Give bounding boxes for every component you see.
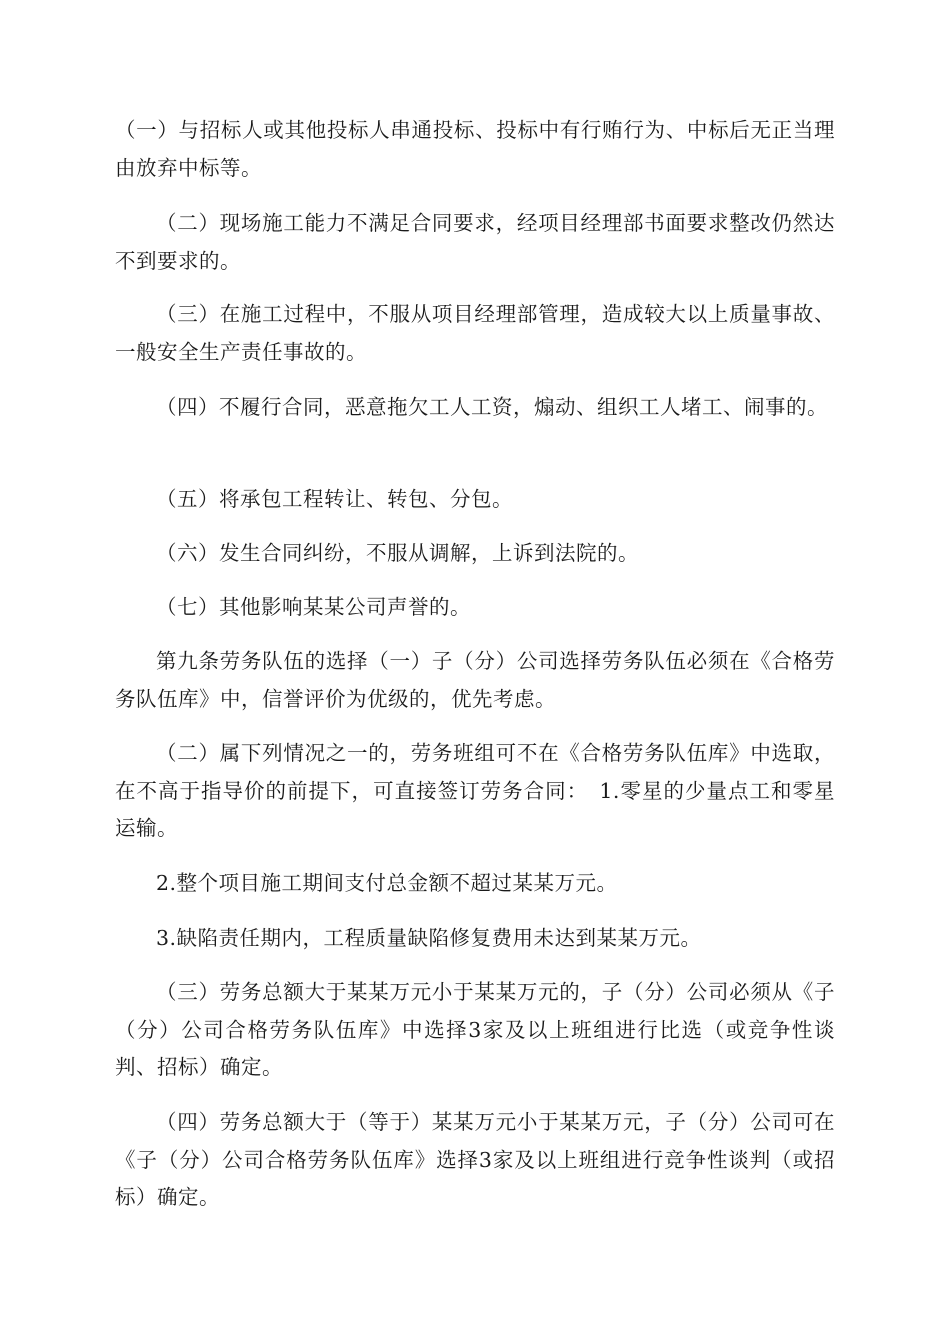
paragraph-clause-3: （三）在施工过程中，不服从项目经理部管理，造成较大以上质量事故、一般安全生产责任事故的。 [115,302,835,364]
paragraph-clause-6: （六）发生合同纠纷，不服从调解，上诉到法院的。 [156,541,639,565]
paragraph-clause-5: （五）将承包工程转让、转包、分包。 [156,487,513,511]
paragraph-article-9: 第九条劳务队伍的选择（一）子（分）公司选择劳务队伍必须在《合格劳务队伍库》中，信誉评价为优级的，优先考虑。 [115,649,835,711]
paragraph-subitem-2: 2.整个项目施工期间支付总金额不超过某某万元。 [156,871,618,895]
paragraph-clause-4: （四）不履行合同，恶意拖欠工人工资，煽动、组织工人堵工、闹事的。 [156,395,828,419]
paragraph-clause-2: （二）现场施工能力不满足合同要求，经项目经理部书面要求整改仍然达不到要求的。 [115,211,835,273]
paragraph-clause-7: （七）其他影响某某公司声誉的。 [156,595,471,619]
paragraph-subitem-3: 3.缺陷责任期内，工程质量缺陷修复费用未达到某某万元。 [156,926,702,950]
paragraph-article-9-item-4: （四）劳务总额大于（等于）某某万元小于某某万元，子（分）公司可在《子（分）公司合格劳务队伍库》选择3家及以上班组进行竞争性谈判（或招标）确定。 [115,1110,835,1209]
paragraph-article-9-item-3: （三）劳务总额大于某某万元小于某某万元的，子（分）公司必须从《子（分）公司合格劳务队伍库》中选择3家及以上班组进行比选（或竞争性谈判、招标）确定。 [115,980,835,1079]
paragraph-article-9-item-2: （二）属下列情况之一的，劳务班组可不在《合格劳务队伍库》中选取，在不高于指导价的前提下，可直接签订劳务合同： 1.零星的少量点工和零星运输。 [115,741,835,840]
paragraph-clause-1: （一）与招标人或其他投标人串通投标、投标中有行贿行为、中标后无正当理由放弃中标等。 [115,118,835,180]
